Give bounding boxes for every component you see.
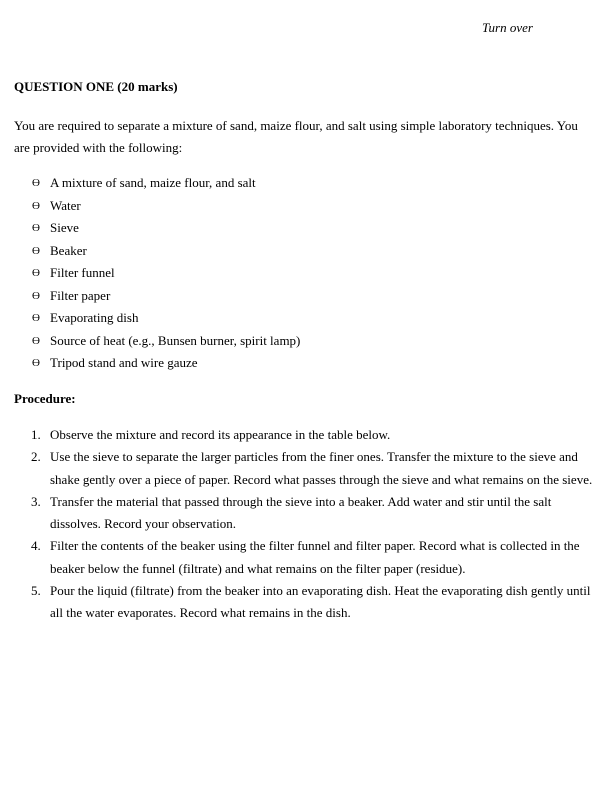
list-item [14, 285, 594, 308]
list-item [14, 195, 594, 218]
list-item [14, 352, 594, 375]
material-label: Evaporating dish [50, 310, 139, 325]
step-number: 5. [31, 583, 41, 599]
bullet-icon: ϴ [32, 312, 40, 324]
list-item [14, 240, 594, 263]
list-item [14, 262, 594, 285]
material-label: Source of heat (e.g., Bunsen burner, spirit lamp) [50, 332, 301, 348]
bullet-icon: ϴ [32, 289, 40, 302]
step-text: Observe the mixture and record its appearance in the table below. [50, 427, 391, 442]
list-item [14, 172, 594, 195]
question-intro: You are required to separate a mixture of sand, maize flour, and salt using simple laboratory techniques. You are provided with the following: [14, 118, 578, 155]
list-item [14, 307, 594, 330]
material-label: Tripod stand and wire gauze [50, 355, 198, 370]
bullet-icon: ϴ [32, 267, 40, 279]
procedure-step [14, 535, 598, 580]
step-number: 2. [31, 449, 41, 465]
step-text: Transfer the material that passed through the sieve into a beaker. Add water and stir until the salt dissolves. Record your observation. [50, 493, 552, 532]
bullet-icon: ϴ [32, 199, 40, 212]
bullet-icon: ϴ [32, 357, 40, 369]
material-label: A mixture of sand, maize flour, and salt [50, 175, 256, 190]
list-item [14, 217, 594, 240]
step-text: Filter the contents of the beaker using the filter funnel and filter paper. Record what is collected in the beaker below the funnel (filtrate) and what remains on the filter paper (residue). [50, 538, 580, 576]
step-number: 3. [31, 493, 41, 509]
step-text: Pour the liquid (filtrate) from the beaker into an evaporating dish. Heat the evaporating dish gently until all the water evaporates. Record what remains in the dish. [50, 583, 591, 621]
bullet-icon: ϴ [32, 244, 40, 257]
list-item [14, 330, 594, 353]
material-label: Beaker [50, 242, 87, 258]
materials-list [14, 172, 594, 375]
step-number: 4. [31, 538, 41, 554]
material-label: Filter funnel [50, 265, 115, 280]
turn-over-note: Turn over [482, 20, 533, 35]
material-label: Water [50, 197, 81, 213]
procedure-step [14, 424, 598, 446]
procedure-heading: Procedure: [14, 391, 76, 406]
material-label: Sieve [50, 220, 79, 235]
bullet-icon: ϴ [32, 222, 40, 234]
bullet-icon: ϴ [32, 334, 40, 347]
procedure-step [14, 580, 598, 625]
procedure-step [14, 491, 598, 536]
question-heading: QUESTION ONE (20 marks) [14, 79, 178, 94]
material-label: Filter paper [50, 287, 111, 303]
bullet-icon: ϴ [32, 177, 40, 189]
step-number: 1. [31, 427, 41, 442]
step-text: Use the sieve to separate the larger particles from the finer ones. Transfer the mixture to the sieve and shake gently over a piece of paper. Record what passes through the sieve and what remains on the sieve. [50, 449, 593, 487]
procedure-steps [14, 424, 598, 625]
procedure-step [14, 446, 598, 491]
